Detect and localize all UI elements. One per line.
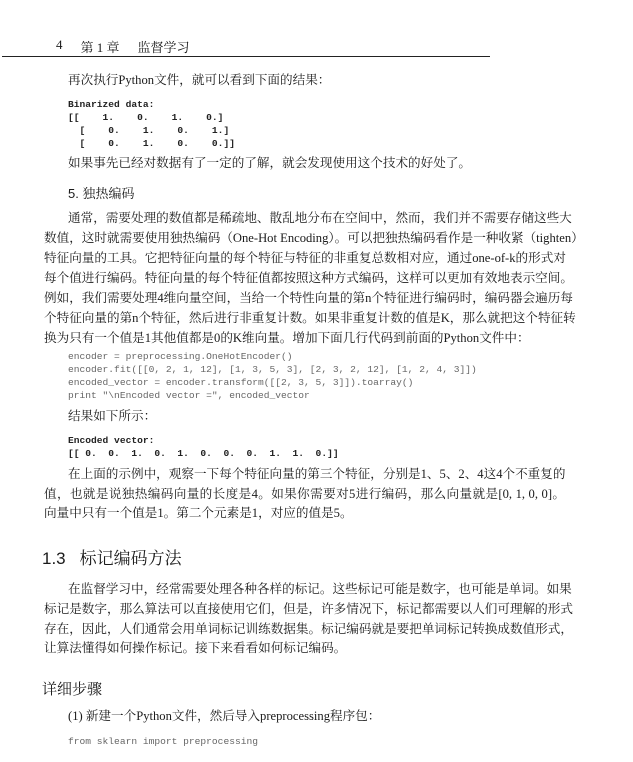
chapter-title: 监督学习: [137, 40, 190, 55]
text-line: 特征向量的工具。它把特征向量的每个特征与特征的非重复总数相对应，通过one-of-k的形式对: [44, 251, 566, 265]
section-title: 标记编码方法: [79, 549, 182, 568]
chapter-label: 第 1 章: [80, 40, 120, 55]
output-line: Encoded vector:: [68, 435, 155, 446]
code-block-encoder: [68, 350, 477, 402]
output-line: Binarized data:: [68, 99, 155, 110]
code-line: encoder.fit([[0, 2, 1, 12], [1, 3, 5, 3], [2, 3, 2, 12], [1, 2, 4, 3]]): [68, 364, 477, 375]
section-1-3-heading: [42, 544, 182, 569]
text-line: 在监督学习中，经常需要处理各种各样的标记。这些标记可能是数字，也可能是单词。如果: [68, 582, 572, 596]
text-line: 让算法懂得如何操作标记。接下来看看如何标记编码。: [44, 641, 347, 655]
text-line: 数值，这时就需要使用独热编码（One-Hot Encoding）。可以把独热编码看作是一种收紧（tighten）: [44, 231, 584, 245]
output-line: [ 0. 1. 0. 0.]]: [68, 138, 235, 149]
code-line: encoder = preprocessing.OneHotEncoder(): [68, 351, 293, 362]
text-line: 值，也就是说独热编码向量的长度是4。如果你需要对5进行编码，那么向量就是[0, 1, 0, 0]。: [44, 487, 565, 501]
code-line: encoded_vector = encoder.transform([[2, 3, 5, 3]]).toarray(): [68, 377, 414, 388]
output-line: [ 0. 1. 0. 1.]: [68, 125, 230, 136]
page-number: 4: [56, 37, 63, 52]
binarized-output: [68, 98, 235, 150]
section-5-title: 5. 独热编码: [68, 186, 135, 201]
text-line: 换为只有一个值是1其他值都是0的K维向量。增加下面几行代码到前面的Python文件中：: [44, 331, 530, 345]
code-import: from sklearn import preprocessing: [68, 736, 258, 747]
text-line: 存在，因此，人们通常会用单词标记训练数据集。标记编码就是要把单词标记转换成数值形式，: [44, 622, 573, 636]
encoded-output: [68, 434, 339, 460]
text-line: 在上面的示例中，观察一下每个特征向量的第三个特征，分别是1、5、2、4这4个不重复的: [68, 467, 566, 481]
text-line: 例如，我们需要处理4维向量空间，当给一个特性向量的第n个特征进行编码时，编码器会遍历每: [44, 291, 573, 305]
steps-heading: 详细步骤: [42, 681, 103, 698]
text-line: 向量中只有一个值是1。第二个元素是1，对应的值是5。: [44, 506, 353, 520]
output-line: [[ 1. 0. 1. 0.]: [68, 112, 224, 123]
page-header: [56, 37, 190, 56]
paragraph-run-again: 再次执行Python文件，就可以看到下面的结果：: [68, 73, 331, 87]
paragraph-benefit: 如果事先已经对数据有了一定的了解，就会发现使用这个技术的好处了。: [68, 156, 471, 170]
header-rule: [2, 56, 490, 57]
text-line: 标记是数字，那么算法可以直接使用它们，但是，许多情况下，标记都需要以人们可理解的形式: [44, 602, 573, 616]
step-1: (1) 新建一个Python文件，然后导入preprocessing程序包：: [68, 709, 381, 723]
text-line: 个特征向量的第n个特征，然后进行非重复计数。如果非重复计数的值是K，那么就把这个特征转: [44, 311, 576, 325]
output-line: [[ 0. 0. 1. 0. 1. 0. 0. 0. 1. 1. 0.]]: [68, 448, 339, 459]
text-line: 通常，需要处理的数值都是稀疏地、散乱地分布在空间中，然而，我们并不需要存储这些大: [68, 211, 572, 225]
text-line: 每个值进行编码。特征向量的每个特征值都按照这种方式编码，这样可以更加有效地表示空间。: [44, 271, 573, 285]
section-number: 1.3: [42, 549, 66, 568]
paragraph-result: 结果如下所示：: [68, 409, 157, 423]
code-line: print "\nEncoded vector =", encoded_vector: [68, 390, 310, 401]
